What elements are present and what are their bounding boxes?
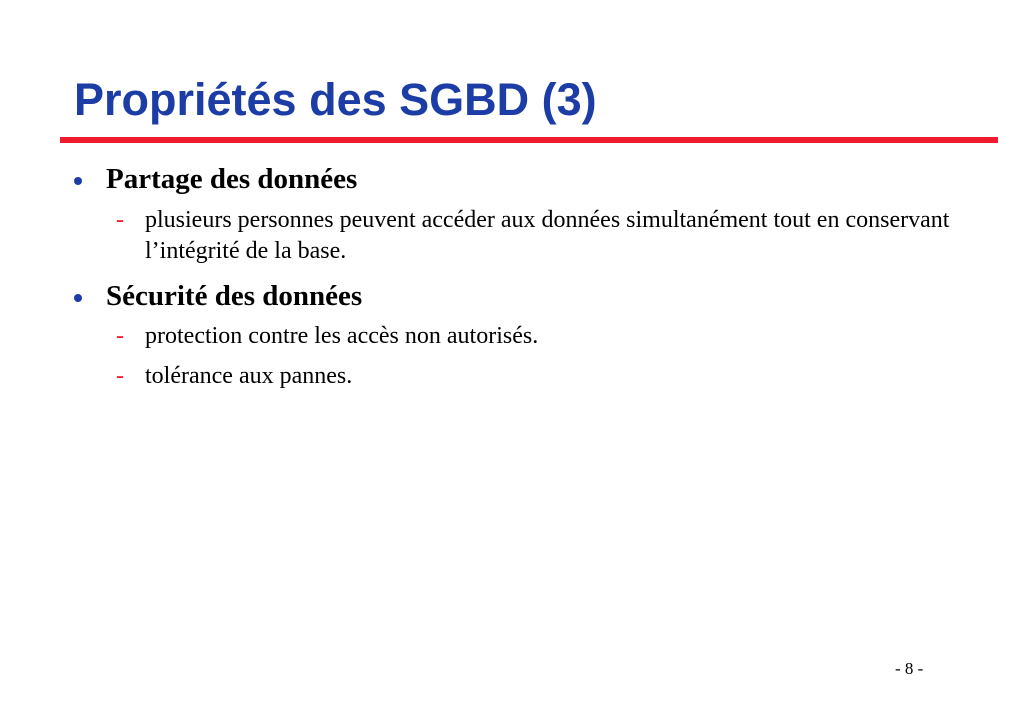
sub-bullet-text: tolérance aux pannes. [145,363,353,389]
bullet-dot-icon [74,294,82,302]
dash-marker: - [116,207,124,233]
page-number: - 8 - [895,659,924,678]
slide-title: Propriétés des SGBD (3) [74,74,597,125]
dash-marker: - [116,363,124,389]
sub-bullet-text: plusieurs personnes peuvent accéder aux données simultanément tout en conservant l’intégrité de la base. [145,207,950,264]
title-rule [60,137,998,143]
bullet-label: Sécurité des données [106,280,363,312]
dash-marker: - [116,323,124,349]
bullet-label: Partage des données [106,163,358,195]
sub-bullet-text: protection contre les accès non autorisés. [145,323,539,349]
bullet-dot-icon [74,177,82,185]
